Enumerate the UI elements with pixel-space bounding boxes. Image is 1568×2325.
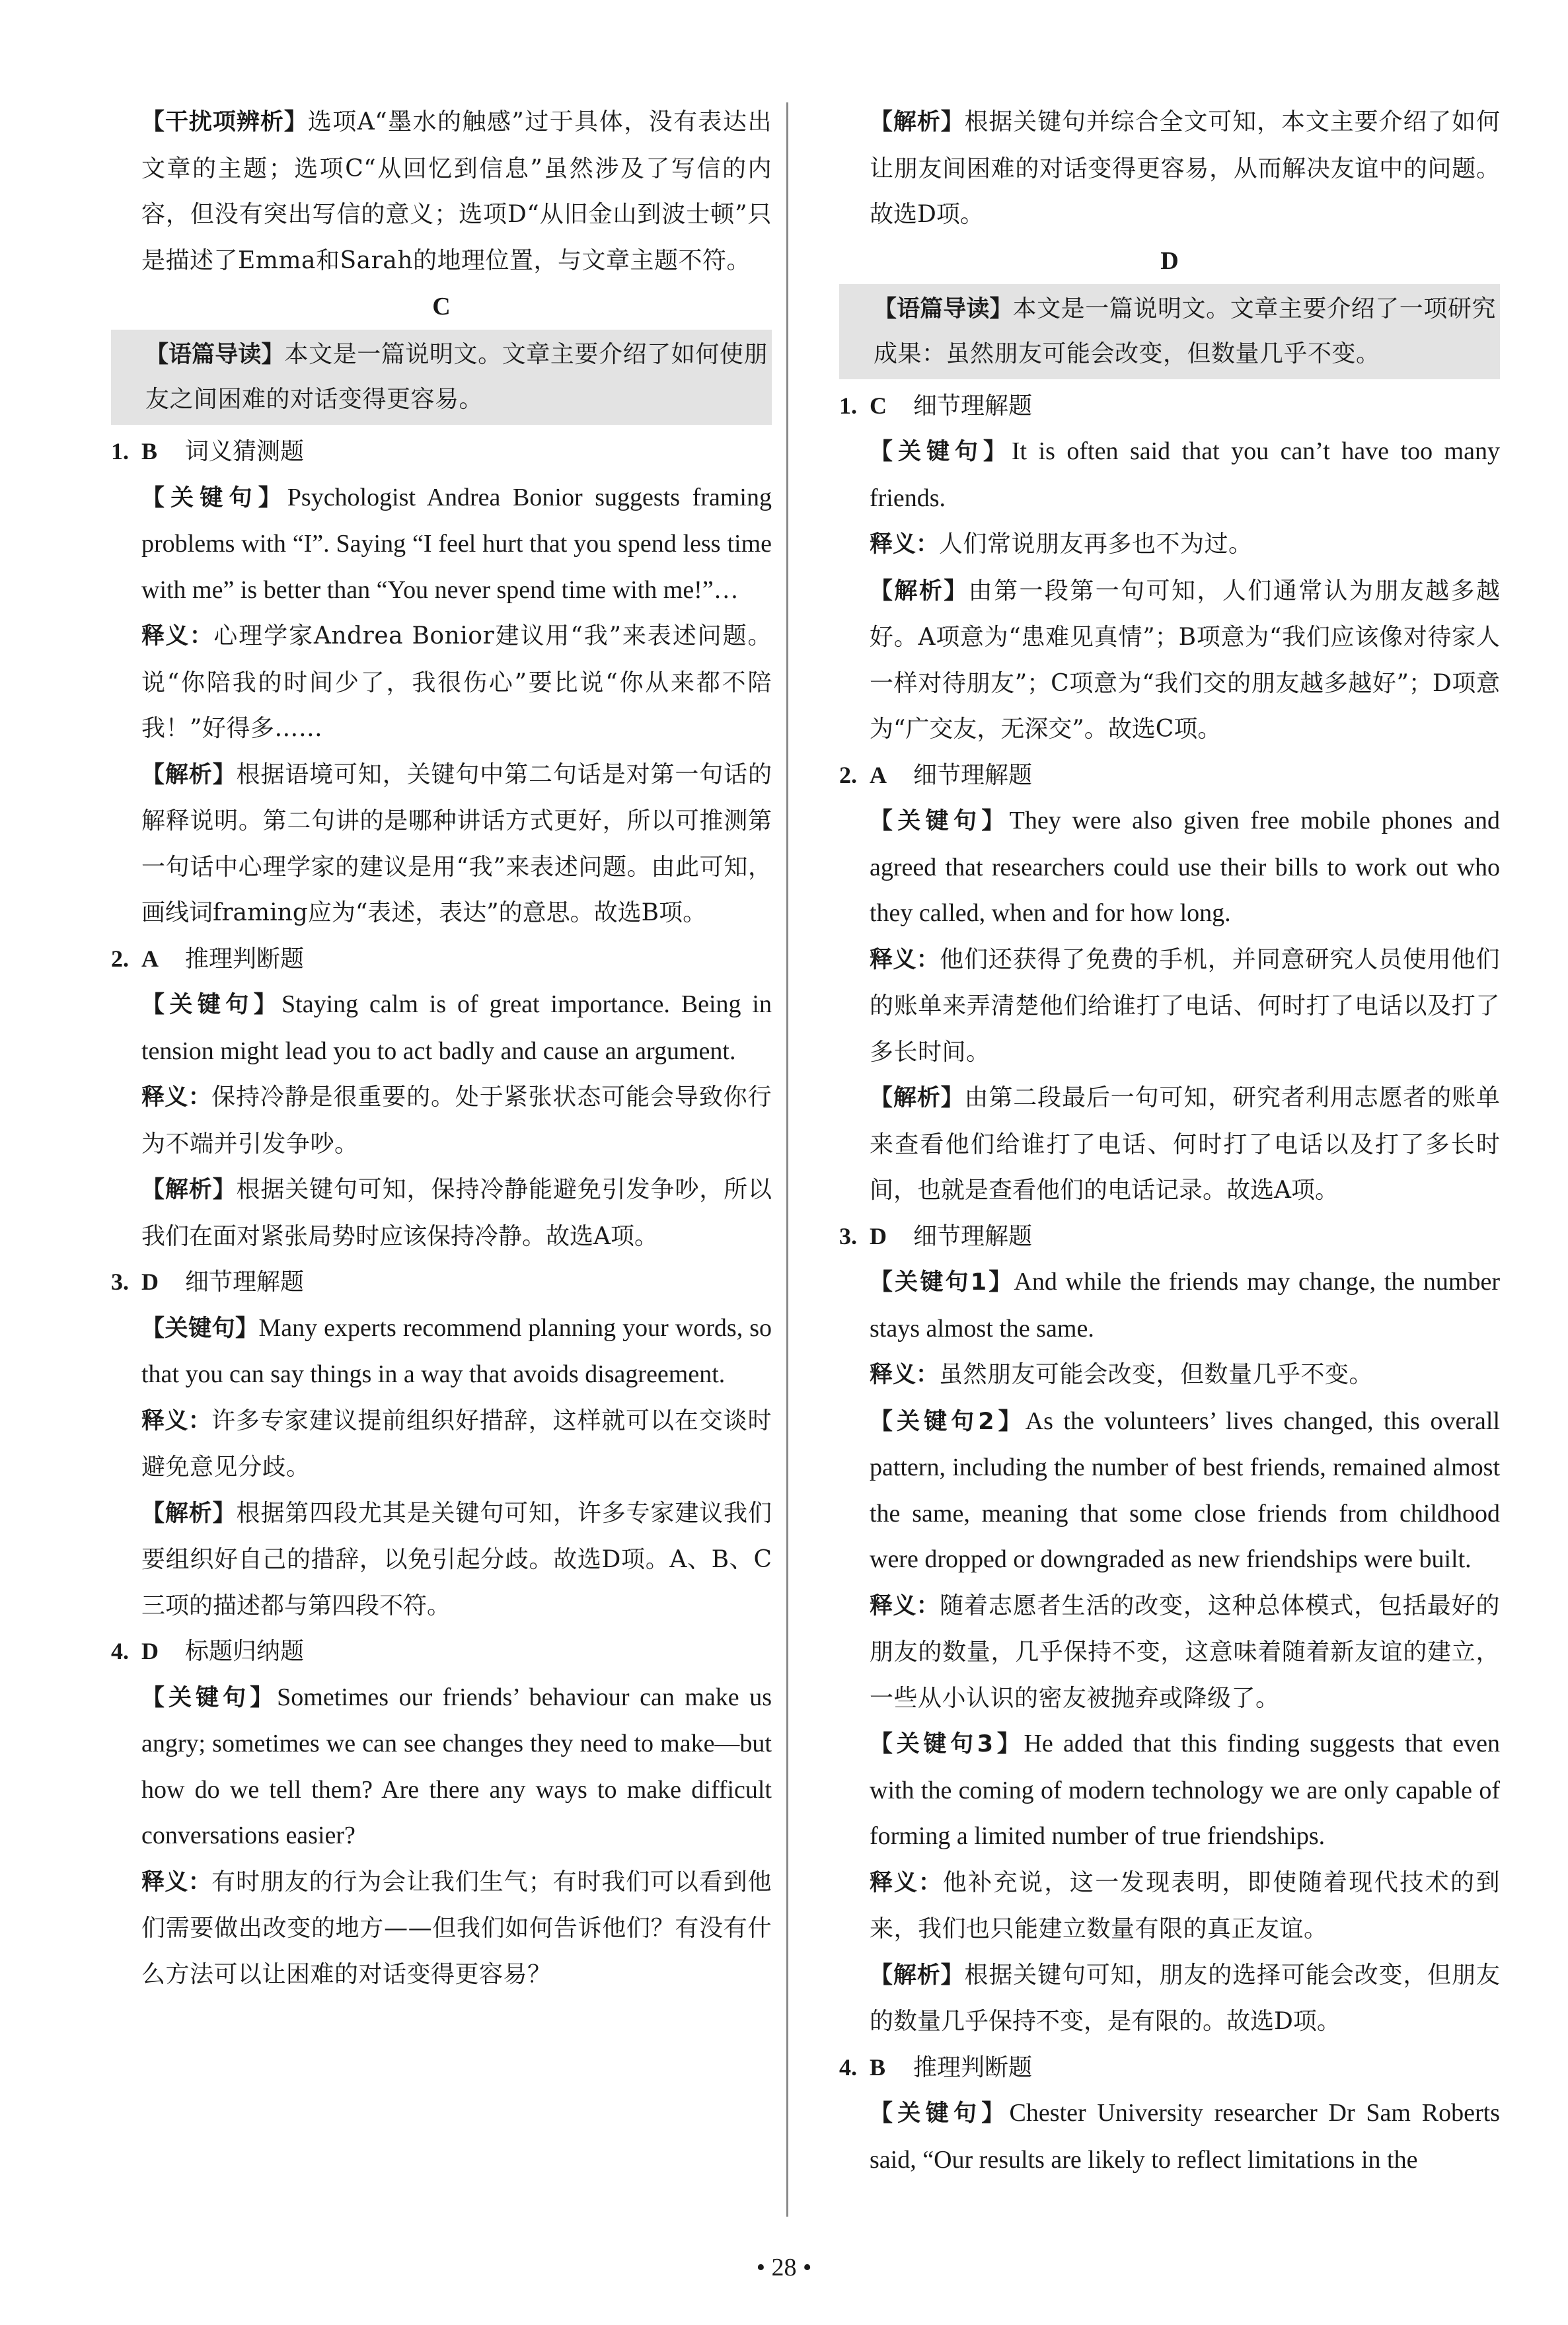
guide-text: 本文是一篇说明文。文章主要介绍了如何使朋友之间困难的对话变得更容易。 [145, 341, 768, 413]
question-number: 3. [111, 1269, 129, 1295]
tag-paraphrase: 释义： [870, 1869, 943, 1896]
question-type: 细节理解题 [913, 761, 1033, 789]
paraphrase-text: 他补充说，这一发现表明，即使随着现代技术的到来，我们也只能建立数量有限的真正友谊。 [870, 1868, 1500, 1942]
paraphrase-text: 他们还获得了免费的手机，并同意研究人员使用他们的账单来弄清楚他们给谁打了电话、何时打了电话以及打了多长时间。 [870, 945, 1500, 1066]
question-type: 细节理解题 [913, 1222, 1033, 1250]
key-text: Psychologist Andrea Bonior suggests framing problems with “I”. Saying “I feel hurt that you spend less time with me” is better than “You never spend time with me!”… [141, 483, 772, 604]
paraphrase [839, 1352, 1500, 1399]
paraphrase-text: 有时朋友的行为会让我们生气；有时我们可以看到他们需要做出改变的地方——但我们如何告诉他们？有没有什么方法可以让困难的对话变得更容易？ [141, 1868, 772, 1988]
question-type: 细节理解题 [913, 392, 1033, 420]
key-text: He added that this finding suggests that even with the coming of modern technology we are only capable of forming a limited number of true friendships. [870, 1730, 1500, 1850]
question-number: 4. [839, 2053, 857, 2081]
analysis [111, 1167, 772, 1259]
answer-letter: C [870, 392, 887, 419]
tag-paraphrase: 释义： [141, 1084, 212, 1111]
paraphrase [839, 1583, 1500, 1722]
tag-paraphrase: 释义： [141, 1868, 212, 1896]
answer-letter: A [870, 761, 887, 788]
tag-key: 【关键句】 [141, 1315, 259, 1342]
analysis [111, 752, 772, 936]
analysis [111, 1491, 772, 1629]
tag-paraphrase: 释义： [870, 1362, 940, 1388]
analysis [839, 99, 1500, 238]
tag-guide: 【语篇导读】 [874, 295, 1013, 322]
answer-letter: B [141, 438, 158, 464]
analysis [839, 568, 1500, 753]
question-type: 推理判断题 [185, 945, 305, 973]
key-sentence [111, 1306, 772, 1398]
right-column [839, 99, 1500, 2183]
key-text: As the volunteers’ lives changed, this overall pattern, including the number of best friends, remained almost the same, meaning that some close friends from childhood were dropped or downgraded as new friendships were built. [870, 1407, 1500, 1573]
key-sentence [111, 475, 772, 614]
question-header [111, 1629, 772, 1675]
analysis-text: 由第一段第一句可知，人们通常认为朋友越多越好。A项意为“患难见真情”；B项意为“我们应该像对待家人一样对待朋友”；C项意为“我们交的朋友越多越好”；D项意为“广交友，无深交”。故选C项。 [870, 577, 1500, 743]
answer-letter: D [141, 1269, 159, 1295]
paraphrase [111, 613, 772, 752]
question-number: 2. [839, 761, 857, 788]
key-text: Sometimes our friends’ behaviour can make us angry; sometimes we can see changes they need to make—but how do we tell them? Are there any ways to make difficult conversations easier? [141, 1683, 772, 1849]
key-sentence [839, 798, 1500, 937]
passage-guide-c [111, 330, 772, 425]
tag-guide: 【语篇导读】 [145, 342, 285, 368]
question-number: 1. [111, 438, 129, 464]
section-title-d: D [1160, 246, 1179, 275]
tag-analysis: 【解析】 [141, 761, 237, 788]
key-text: It is often said that you can’t have too many friends. [870, 437, 1500, 512]
question-type: 细节理解题 [185, 1269, 305, 1296]
tag-key: 【关键句】 [870, 2100, 1010, 2127]
question-type: 推理判断题 [913, 2053, 1033, 2081]
question-type: 词义猜测题 [185, 438, 305, 465]
key-sentence [111, 982, 772, 1074]
analysis-text: 根据语境可知，关键句中第二句话是对第一句话的解释说明。第二句讲的是哪种讲话方式更好，所以可推测第一句话中心理学家的建议是用“我”来表述问题。由此可知，画线词framing应为“表述，表达”的意思。故选B项。 [141, 760, 772, 926]
paraphrase [839, 521, 1500, 568]
tag-key: 【关键句】 [870, 439, 1012, 465]
passage-guide-d [839, 284, 1500, 379]
distractor-text: 选项A“墨水的触感”过于具体，没有表达出文章的主题；选项C“从回忆到信息”虽然涉及了写信的内容，但没有突出写信的意义；选项D“从旧金山到波士顿”只是描述了Emma和Sarah的地理位置，与文章主题不符。 [141, 108, 772, 274]
analysis-text: 根据关键句可知，朋友的选择可能会改变，但朋友的数量几乎保持不变，是有限的。故选D项。 [870, 1961, 1500, 2035]
tag-analysis: 【解析】 [870, 1085, 965, 1111]
answer-letter: D [141, 1638, 159, 1664]
left-column [111, 99, 772, 1997]
tag-key: 【关键句】 [141, 484, 287, 511]
page-number: • 28 • [756, 2254, 812, 2281]
section-title-c: C [432, 293, 451, 320]
tag-key-3: 【关键句3】 [870, 1731, 1024, 1757]
tag-key-1: 【关键句1】 [870, 1269, 1014, 1296]
question-number: 4. [111, 1638, 129, 1664]
tag-distractor: 【干扰项辨析】 [141, 109, 308, 135]
answer-letter: A [141, 945, 159, 972]
paraphrase-text: 心理学家Andrea Bonior建议用“我”来表述问题。说“你陪我的时间少了，我很伤心”要比说“你从来都不陪我！”好得多…… [141, 622, 772, 742]
key-text: They were also given free mobile phones and agreed that researchers could use their bills to work out who they called, when and for how long. [870, 807, 1500, 927]
tag-key-2: 【关键句2】 [870, 1408, 1026, 1435]
key-sentence [839, 1259, 1500, 1352]
answer-letter: B [870, 2053, 886, 2081]
key-text: Staying calm is of great importance. Being in tension might lead you to act badly and cause an argument. [141, 990, 772, 1065]
question-header [111, 1259, 772, 1306]
tag-paraphrase: 释义： [870, 946, 940, 973]
paraphrase-text: 随着志愿者生活的改变，这种总体模式，包括最好的朋友的数量，几乎保持不变，这意味着随着新友谊的建立，一些从小认识的密友被抛弃或降级了。 [870, 1592, 1500, 1712]
question-number: 3. [839, 1222, 857, 1249]
tag-analysis: 【解析】 [141, 1500, 237, 1527]
analysis [839, 1952, 1500, 2045]
paraphrase-text: 许多专家建议提前组织好措辞，这样就可以在交谈时避免意见分歧。 [141, 1407, 772, 1481]
tag-key: 【关键句】 [870, 808, 1010, 834]
key-text: And while the friends may change, the number stays almost the same. [870, 1268, 1500, 1343]
question-header [839, 2045, 1500, 2091]
paraphrase-text: 人们常说朋友再多也不为过。 [939, 531, 1253, 558]
question-header [839, 383, 1500, 429]
paraphrase [839, 1860, 1500, 1952]
paraphrase-text: 保持冷静是很重要的。处于紧张状态可能会导致你行为不端并引发争吵。 [141, 1084, 772, 1158]
analysis-text: 根据关键句并综合全文可知，本文主要介绍了如何让朋友间困难的对话变得更容易，从而解决友谊中的问题。故选D项。 [870, 108, 1500, 228]
tag-paraphrase: 释义： [141, 1407, 212, 1434]
guide-text: 本文是一篇说明文。文章主要介绍了一项研究成果：虽然朋友可能会改变，但数量几乎不变。 [874, 295, 1496, 367]
question-type: 标题归纳题 [185, 1638, 305, 1665]
question-number: 1. [839, 392, 857, 419]
key-text: Many experts recommend planning your words, so that you can say things in a way that avoids disagreement. [141, 1313, 772, 1388]
question-header [839, 753, 1500, 799]
tag-analysis: 【解析】 [870, 109, 965, 135]
tag-key: 【关键句】 [141, 1684, 278, 1711]
paraphrase [111, 1398, 772, 1491]
tag-paraphrase: 释义： [870, 531, 940, 558]
tag-analysis: 【解析】 [141, 1177, 237, 1203]
tag-analysis: 【解析】 [870, 1962, 965, 1989]
analysis [839, 1075, 1500, 1214]
column-divider [786, 102, 788, 2217]
analysis-text: 根据关键句可知，保持冷静能避免引发争吵，所以我们在面对紧张局势时应该保持冷静。故选A项。 [141, 1176, 772, 1250]
key-sentence [839, 1399, 1500, 1583]
question-number: 2. [111, 945, 129, 972]
key-sentence [111, 1675, 772, 1859]
tag-paraphrase: 释义： [870, 1592, 940, 1619]
distractor-analysis [111, 99, 772, 283]
analysis-text: 由第二段最后一句可知，研究者利用志愿者的账单来查看他们给谁打了电话、何时打了电话以及打了多长时间，也就是查看他们的电话记录。故选A项。 [870, 1084, 1500, 1204]
key-sentence [839, 429, 1500, 521]
answer-letter: D [870, 1222, 887, 1249]
key-sentence [839, 1721, 1500, 1860]
tag-paraphrase: 释义： [141, 623, 214, 649]
analysis-text: 根据第四段尤其是关键句可知，许多专家建议我们要组织好自己的措辞，以免引起分歧。故选D项。A、B、C三项的描述都与第四段不符。 [141, 1499, 772, 1619]
question-header [839, 1214, 1500, 1260]
paraphrase [111, 1074, 772, 1167]
key-text: Chester University researcher Dr Sam Roberts said, “Our results are likely to reflect limitations in the [870, 2099, 1500, 2174]
paraphrase [111, 1859, 772, 1998]
tag-key: 【关键句】 [141, 992, 282, 1018]
question-header [111, 936, 772, 982]
tag-analysis: 【解析】 [870, 577, 969, 605]
paraphrase-text: 虽然朋友可能会改变，但数量几乎不变。 [939, 1361, 1374, 1388]
key-sentence [839, 2090, 1500, 2183]
paraphrase [839, 937, 1500, 1076]
question-header [111, 429, 772, 475]
